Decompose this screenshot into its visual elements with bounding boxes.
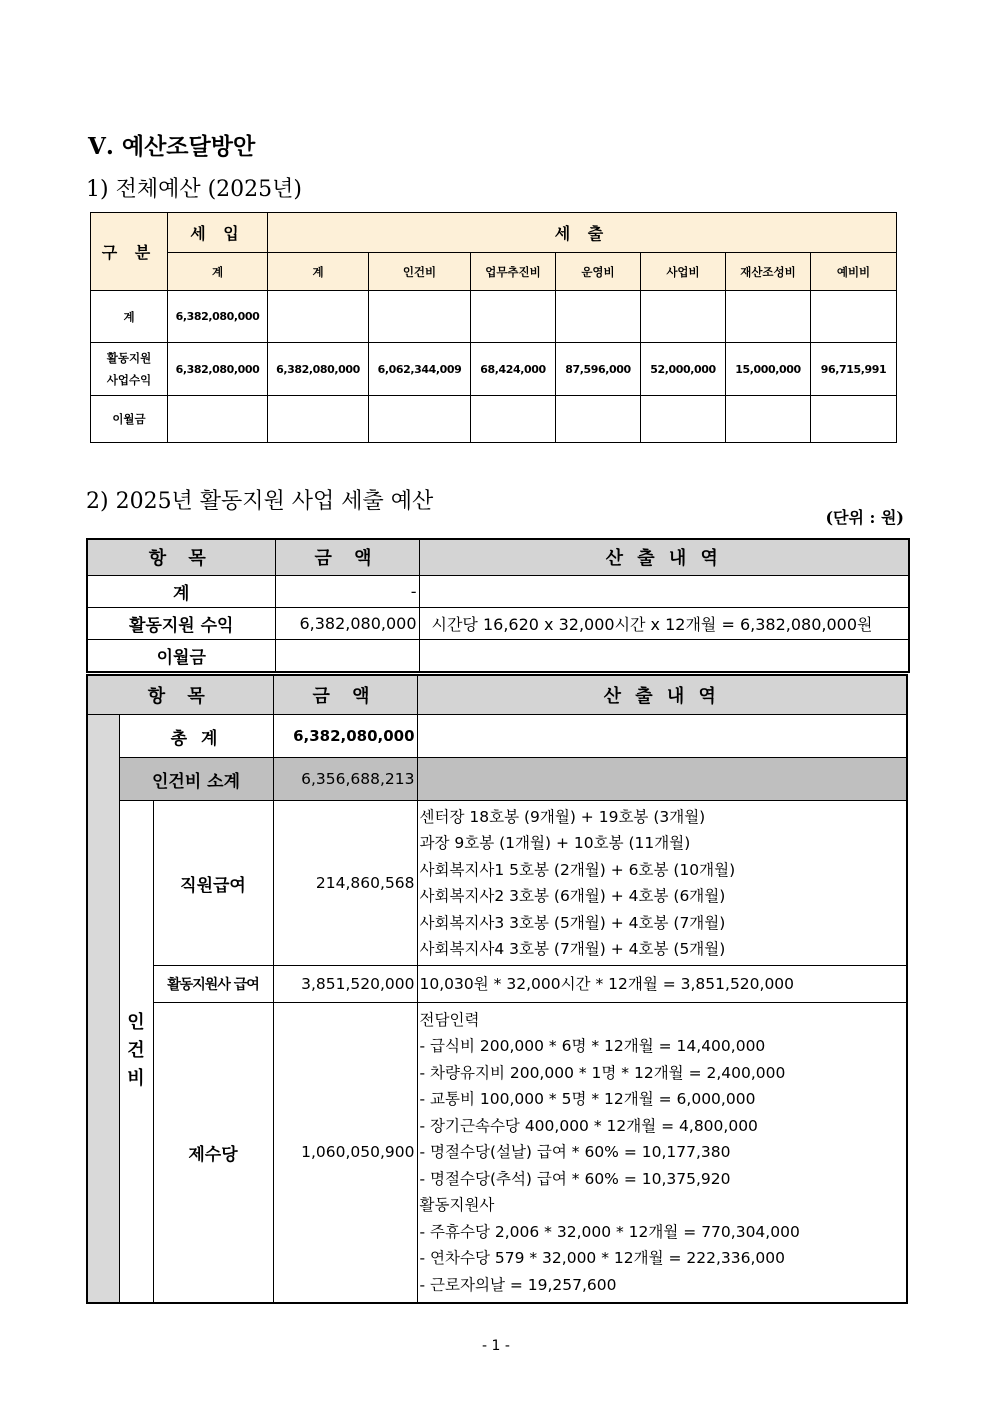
- table-row: [87, 607, 909, 639]
- col-header: 운영비: [556, 253, 641, 291]
- cell-value: 52,000,000: [641, 343, 726, 396]
- row-label: 이월금: [87, 639, 275, 672]
- table-row: [87, 966, 907, 1003]
- subsection-title-expense-budget: 2) 2025년 활동지원 사업 세출 예산: [86, 489, 434, 514]
- income-header: 세 입: [168, 213, 268, 253]
- detail-line: - 급식비 200,000 * 6명 * 12개월 = 14,400,000: [419, 1037, 766, 1055]
- subtotal-amount: 6,356,688,213: [273, 758, 417, 801]
- col-header: 계: [168, 253, 268, 291]
- table-row: [87, 575, 909, 607]
- detail-line: - 근로자의날 = 19,257,600: [419, 1275, 617, 1294]
- item-details: [417, 966, 907, 1003]
- detail-line: 전담인력: [419, 1010, 480, 1029]
- detail-header: 산 출 내 역: [417, 675, 907, 715]
- total-amount: 6,382,080,000: [273, 715, 417, 758]
- cell-value: 6,062,344,009: [369, 343, 471, 396]
- expense-detail-table: [86, 674, 908, 1304]
- detail-line: 사회복지사1 5호봉 (2개월) + 6호봉 (10개월): [419, 860, 736, 879]
- amount-header: 금 액: [275, 539, 419, 575]
- cell-value: 96,715,991: [811, 343, 897, 396]
- row-amount: [275, 639, 419, 672]
- col-header: 재산조성비: [726, 253, 811, 291]
- cell-value: [369, 396, 471, 443]
- cell-value: [471, 291, 556, 343]
- col-header: 예비비: [811, 253, 897, 291]
- detail-line: 사회복지사4 3호봉 (7개월) + 4호봉 (5개월): [419, 940, 726, 958]
- detail-line: - 명절수당(설날) 급여 * 60% = 10,177,380: [419, 1143, 731, 1161]
- cell-value: 6,382,080,000: [268, 343, 369, 396]
- side-gray-margin: [87, 715, 119, 1303]
- table-row: [87, 639, 909, 672]
- item-amount: 1,060,050,900: [273, 1003, 417, 1303]
- col-header: 계: [268, 253, 369, 291]
- cell-value: 6,382,080,000: [168, 291, 268, 343]
- detail-header: 산 출 내 역: [419, 539, 909, 575]
- row-amount: -: [275, 575, 419, 607]
- item-header: 항 목: [87, 539, 275, 575]
- detail-line: 사회복지사2 3호봉 (6개월) + 4호봉 (6개월): [419, 887, 726, 905]
- cell-value: 68,424,000: [471, 343, 556, 396]
- side-label-char: 비: [127, 1068, 145, 1090]
- detail-line: - 주휴수당 2,006 * 32,000 * 12개월 = 770,304,000: [419, 1222, 800, 1241]
- subtotal-detail: [417, 758, 907, 801]
- subtotal-label: 인건비 소계: [119, 758, 273, 801]
- col-header: 업무추진비: [471, 253, 556, 291]
- detail-line: 사회복지사3 3호봉 (5개월) + 4호봉 (7개월): [419, 913, 726, 932]
- detail-line: - 차량유지비 200,000 * 1명 * 12개월 = 2,400,000: [419, 1063, 786, 1082]
- detail-line: 과장 9호봉 (1개월) + 10호봉 (11개월): [419, 834, 691, 852]
- cell-value: 87,596,000: [556, 343, 641, 396]
- item-label: 직원급여: [153, 801, 273, 966]
- col-header: 인건비: [369, 253, 471, 291]
- detail-line: - 명절수당(추석) 급여 * 60% = 10,375,920: [419, 1169, 731, 1188]
- cell-value: [726, 396, 811, 443]
- cell-value: [268, 396, 369, 443]
- item-amount: 214,860,568: [273, 801, 417, 966]
- cell-value: [641, 396, 726, 443]
- row-label: 계: [91, 291, 168, 343]
- item-header: 항 목: [87, 675, 273, 715]
- detail-line: - 장기근속수당 400,000 * 12개월 = 4,800,000: [419, 1116, 758, 1135]
- side-label-char: 건: [127, 1040, 145, 1062]
- item-amount: 3,851,520,000: [273, 966, 417, 1003]
- item-label: 제수당: [153, 1003, 273, 1303]
- overall-budget-table: [90, 212, 897, 443]
- table-row: [87, 1003, 907, 1303]
- income-summary-table: [86, 538, 910, 673]
- personnel-side-label: [119, 801, 153, 1303]
- expense-header: 세 출: [268, 213, 897, 253]
- row-detail: 시간당 16,620 x 32,000시간 x 12개월 = 6,382,080,000원: [419, 607, 909, 639]
- table-row: [91, 396, 897, 443]
- table-row: [91, 343, 897, 396]
- row-label: 활동지원 사업수익: [91, 343, 168, 396]
- amount-header: 금 액: [273, 675, 417, 715]
- page-number: - 1 -: [482, 1338, 510, 1354]
- cell-value: [268, 291, 369, 343]
- detail-line: 10,030원 * 32,000시간 * 12개월 = 3,851,520,000: [419, 974, 795, 993]
- cell-value: [726, 291, 811, 343]
- col-header: 사업비: [641, 253, 726, 291]
- cell-value: [168, 396, 268, 443]
- item-label: 활동지원사 급여: [153, 966, 273, 1003]
- detail-line: 센터장 18호봉 (9개월) + 19호봉 (3개월): [419, 807, 706, 826]
- table-row: [91, 291, 897, 343]
- row-label: 활동지원 수익: [87, 607, 275, 639]
- item-details: [417, 801, 907, 966]
- item-details: [417, 1003, 907, 1303]
- table-row: [87, 801, 907, 966]
- cell-value: [811, 396, 897, 443]
- unit-label: (단위 : 원): [825, 508, 904, 527]
- cell-value: [811, 291, 897, 343]
- gubun-header: 구 분: [91, 213, 168, 291]
- detail-line: - 연차수당 579 * 32,000 * 12개월 = 222,336,000: [419, 1249, 786, 1267]
- cell-value: [369, 291, 471, 343]
- cell-value: [556, 291, 641, 343]
- detail-line: - 교통비 100,000 * 5명 * 12개월 = 6,000,000: [419, 1090, 756, 1108]
- row-detail: [419, 639, 909, 672]
- row-label: 계: [87, 575, 275, 607]
- row-detail: [419, 575, 909, 607]
- detail-line: 활동지원사: [419, 1196, 495, 1214]
- section-title: Ⅴ. 예산조달방안: [88, 133, 256, 160]
- cell-value: 15,000,000: [726, 343, 811, 396]
- total-detail: [417, 715, 907, 758]
- cell-value: [641, 291, 726, 343]
- total-label: 총 계: [119, 715, 273, 758]
- subsection-title-overall-budget: 1) 전체예산 (2025년): [86, 177, 302, 202]
- side-label-char: 인: [127, 1012, 145, 1034]
- cell-value: 6,382,080,000: [168, 343, 268, 396]
- row-label: 이월금: [91, 396, 168, 443]
- cell-value: [556, 396, 641, 443]
- cell-value: [471, 396, 556, 443]
- row-amount: 6,382,080,000: [275, 607, 419, 639]
